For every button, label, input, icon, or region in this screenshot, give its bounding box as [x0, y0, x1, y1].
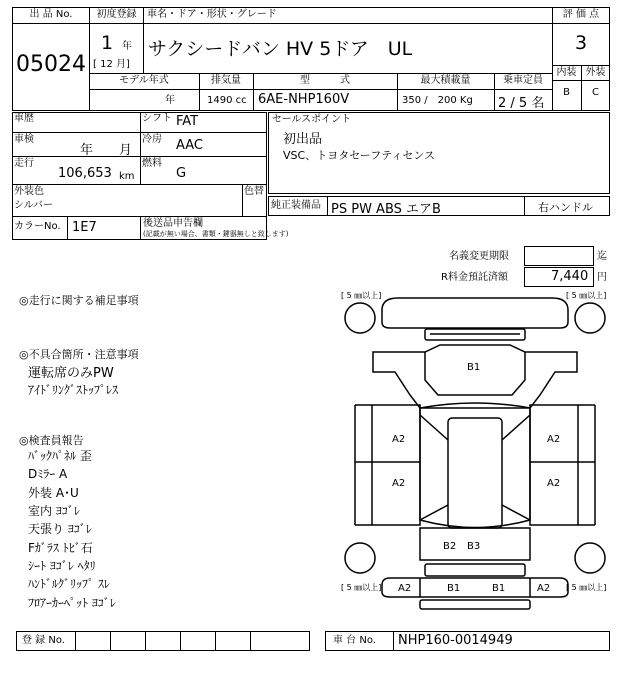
- steering-value: 右ハンドル: [538, 201, 593, 214]
- history-label: 車歴: [14, 113, 34, 124]
- registration-no-label: 登 録 No.: [22, 635, 65, 646]
- mark-left-rear-door: A2: [392, 478, 406, 489]
- model-code: 6AE-NHP160V: [258, 92, 350, 107]
- inspector-line: ｼｰﾄ ﾖｺﾞﾚ ﾍﾀﾘ: [28, 559, 96, 573]
- mark-right-rear-door: A2: [547, 478, 561, 489]
- wheel-rear-right: [575, 543, 605, 573]
- recycle-label: R料金預託済額: [441, 272, 508, 283]
- cabin: [420, 403, 530, 528]
- wheel-rear-left: [345, 543, 375, 573]
- sales-point-line-1: 初出品: [283, 132, 323, 147]
- mark-roof: B1: [467, 362, 481, 373]
- max-load-value: 350 / 200 Kg: [402, 95, 473, 106]
- score-value: 3: [574, 32, 588, 54]
- mileage-value: 106,653: [58, 166, 112, 181]
- lot-no-label: 出 品 No.: [29, 9, 73, 20]
- mark-bumper-mid-1: B1: [447, 583, 461, 594]
- mark-rear-2: B3: [467, 541, 481, 552]
- inspector-line: Fｶﾞﾗｽ ﾄﾋﾞ石: [28, 541, 93, 555]
- body-right-side: [578, 405, 595, 525]
- car-name-label: 車名・ドア・形状・グレード: [147, 9, 277, 20]
- model-type-label: 型 式: [300, 75, 350, 86]
- color-change-label: 色替: [244, 186, 264, 197]
- lot-no-value: 05024: [16, 52, 86, 77]
- tire-depth-rear-left: [ 5 ㎜以上]: [341, 583, 382, 592]
- inspector-line: ﾌﾛｱｰｶｰﾍﾟｯﾄ ﾖｺﾞﾚ: [28, 596, 116, 610]
- recycle-value: 7,440: [551, 269, 589, 284]
- equipment-label: 純正装備品: [271, 200, 321, 211]
- inspector-title: ◎検査員報告: [19, 434, 84, 447]
- car-name: サクシードバン HV 5ドア UL: [148, 38, 413, 60]
- inspector-line: ﾊﾞｯｸﾊﾟﾈﾙ 歪: [28, 449, 92, 463]
- vehicle-damage-diagram: [335, 285, 610, 615]
- exterior-label: 外装: [585, 67, 606, 78]
- first-reg-label: 初度登録: [96, 9, 137, 20]
- mark-rear-1: B2: [443, 541, 457, 552]
- interior-grade: B: [563, 87, 570, 98]
- mark-bumper-left: A2: [398, 583, 412, 594]
- first-reg-year-unit: 年: [122, 41, 132, 52]
- body-left-side: [355, 405, 372, 525]
- recycle-unit: 円: [597, 272, 607, 283]
- inspector-line: 天張り ﾖｺﾞﾚ: [28, 522, 92, 536]
- inspector-line: 外装 A･U: [28, 486, 79, 500]
- interior-label: 内装: [556, 67, 577, 78]
- inspection-label: 車検: [14, 134, 34, 145]
- color-no-value: 1E7: [72, 220, 97, 235]
- tire-depth-rear-right: [ 5 ㎜以上]: [566, 583, 607, 592]
- ac-label: 冷房: [142, 134, 162, 145]
- mark-bumper-mid-2: B1: [492, 583, 506, 594]
- mark-bumper-right: A2: [537, 583, 551, 594]
- name-change-label: 名義変更期限: [449, 251, 509, 262]
- shift-label: シフト: [142, 113, 172, 124]
- exterior-grade: C: [592, 87, 599, 98]
- front-bumper: [382, 298, 568, 328]
- inspector-line: Dﾐﾗｰ A: [28, 467, 68, 481]
- retrofit-note: (記載が無い場合、書類・鍵器無しと致します): [143, 230, 289, 238]
- sales-point-line-2: VSC、トヨタセーフティセンス: [283, 149, 435, 162]
- model-year-suffix: 年: [165, 95, 175, 106]
- model-year-label: モデル年式: [119, 75, 169, 86]
- tow-bar: [420, 600, 530, 609]
- defects-title: ◎不具合箇所・注意事項: [19, 348, 139, 361]
- fuel-value: G: [176, 166, 187, 181]
- retrofit-label: 後送品申告欄: [143, 218, 203, 229]
- score-label: 評 価 点: [562, 9, 600, 20]
- hood: [373, 345, 577, 408]
- first-reg-month: [ 12 月]: [93, 59, 130, 70]
- name-change-unit: 迄: [597, 251, 607, 262]
- capacity-label: 乗車定員: [503, 75, 543, 86]
- chassis-no-value: NHP160-0014949: [398, 633, 513, 648]
- tire-depth-front-left: [ 5 ㎜以上]: [341, 291, 382, 300]
- capacity-value: 2 / 5 名: [498, 96, 545, 111]
- mileage-label: 走行: [14, 158, 34, 169]
- color-value: シルバー: [14, 200, 54, 211]
- equipment-value: PS PW ABS エアB: [331, 202, 441, 217]
- displacement-value: 1490 cc: [207, 95, 247, 106]
- inspection-value: 年 月: [80, 143, 133, 158]
- defect-line: ｱｲﾄﾞﾘﾝｸﾞｽﾄｯﾌﾟﾚｽ: [28, 383, 119, 397]
- rear-plate: [425, 564, 525, 576]
- seat-area: [448, 418, 502, 528]
- sales-points-label: セールスポイント: [272, 114, 352, 125]
- ac-value: AAC: [176, 138, 203, 153]
- mark-right-front-door: A2: [547, 434, 561, 445]
- driving-notes-title: ◎走行に関する補足事項: [19, 294, 139, 307]
- wheel-front-left: [345, 303, 375, 333]
- mark-left-front-door: A2: [392, 434, 406, 445]
- roof: [425, 352, 525, 395]
- defect-line: 運転席のみPW: [28, 366, 114, 381]
- tire-depth-front-right: [ 5 ㎜以上]: [566, 291, 607, 300]
- color-no-label: カラーNo.: [14, 221, 61, 232]
- inspector-line: ﾊﾝﾄﾞﾙｸﾞﾘｯﾌﾟ ｽﾚ: [28, 577, 110, 591]
- color-label: 外装色: [14, 186, 44, 197]
- wheel-front-right: [575, 303, 605, 333]
- displacement-label: 排気量: [211, 75, 241, 86]
- body-outline: [355, 405, 595, 525]
- first-reg-year: 1: [101, 32, 114, 54]
- chassis-no-label: 車 台 No.: [333, 635, 376, 646]
- name-change-box: [524, 246, 594, 266]
- inspector-line: 室内 ﾖｺﾞﾚ: [28, 504, 80, 518]
- shift-value: FAT: [176, 114, 199, 129]
- fuel-label: 燃料: [142, 158, 162, 169]
- mileage-unit: km: [119, 171, 135, 182]
- max-load-label: 最大積載量: [420, 75, 471, 86]
